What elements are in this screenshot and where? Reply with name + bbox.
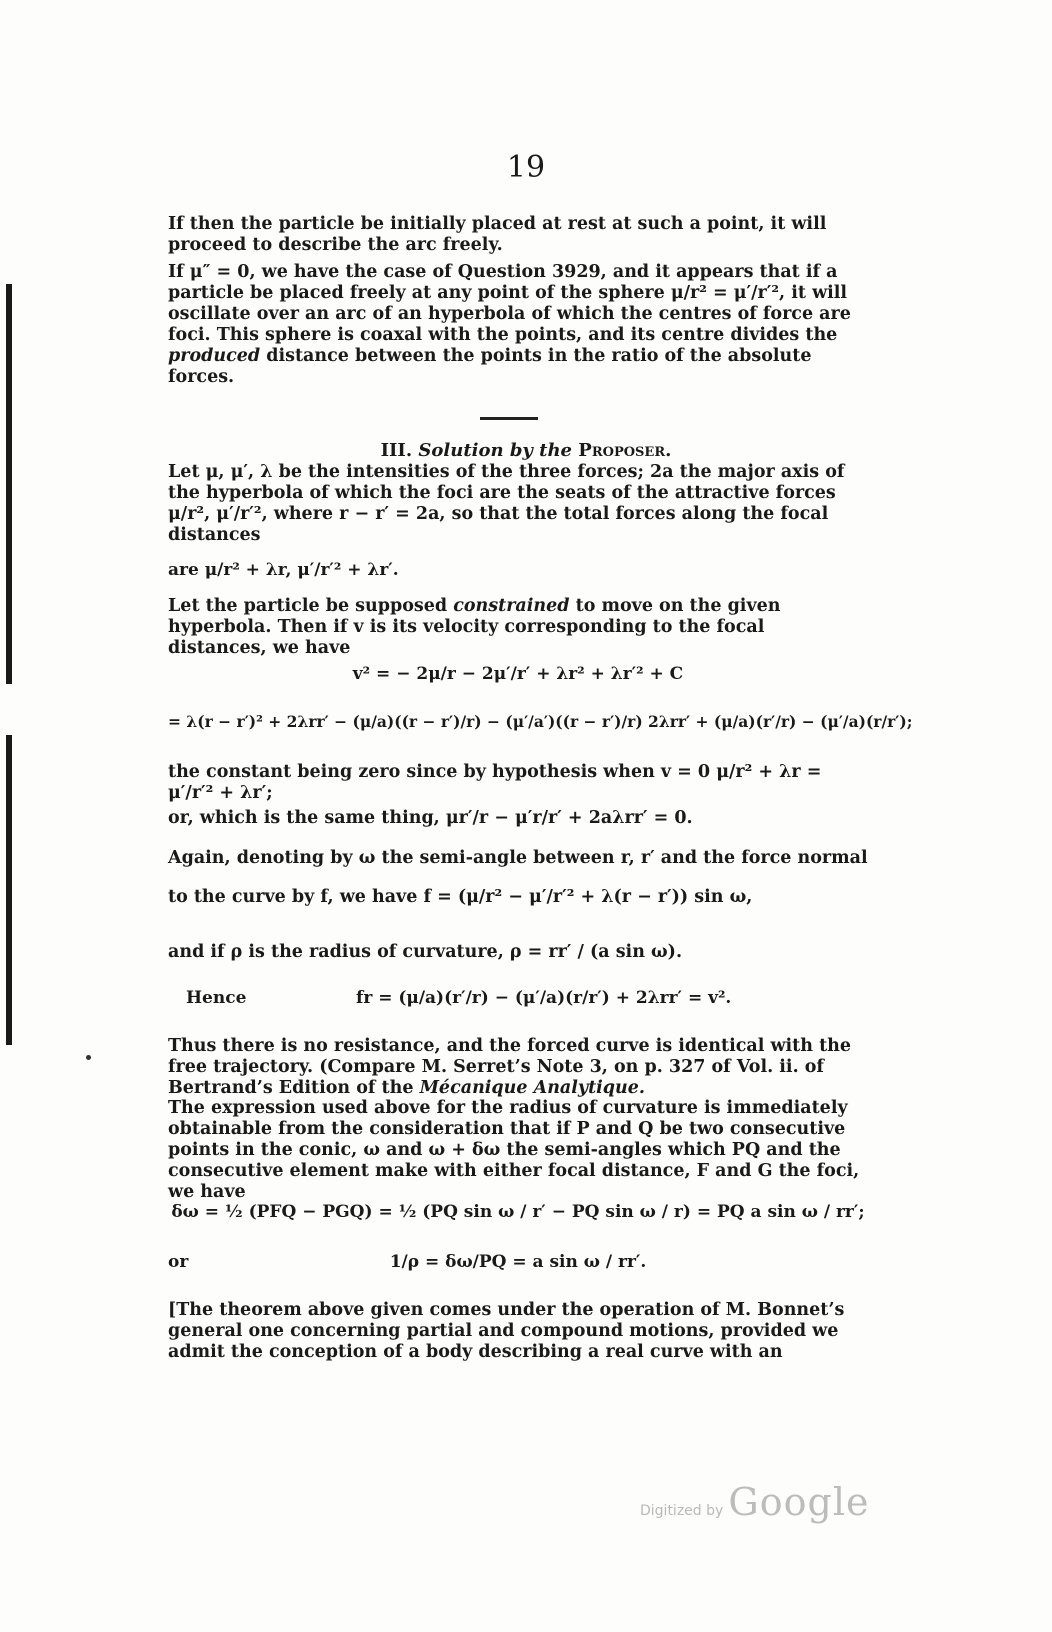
heading-italic: Solution by the [418, 440, 572, 461]
semi-angle-equation: δω = ½ (PFQ − PGQ) = ½ (PQ sin ω / r′ − PQ sin ω / r) = PQ a sin ω / rr′; [171, 1202, 865, 1222]
paragraph-8: and if ρ is the radius of curvature, ρ = rr′ / (a sin ω). [168, 942, 683, 962]
hence-label: Hence [186, 988, 247, 1008]
scan-speck [86, 1055, 91, 1060]
paragraph-7-text-a: Again, denoting by ω the semi-angle between r, r′ and the force normal [168, 848, 868, 868]
page-number: 19 [506, 150, 546, 185]
total-forces-equation: are μ/r² + λr, μ′/r′² + λr′. [168, 560, 399, 580]
hence-equation: fr = (μ/a)(r′/r) − (μ′/a)(r/r′) + 2λrr′ = v². [356, 988, 732, 1008]
section-heading [0, 440, 1052, 461]
normal-force-equation: to the curve by f, we have f = (μ/r² − μ′/r′² + λ(r − r′)) sin ω, [168, 887, 753, 907]
heading-number: III. [380, 440, 413, 461]
paragraph-1: If then the particle be initially placed at rest at such a point, it will proceed to describe the arc freely. [168, 214, 827, 255]
scan-margin-mark [6, 284, 12, 684]
digitized-watermark [640, 1480, 869, 1524]
paragraph-5: the constant being zero since by hypothesis when v = 0 μ/r² + λr = μ′/r′² + λr′; [168, 762, 822, 803]
paragraph-7 [168, 848, 868, 908]
section-divider [480, 417, 538, 420]
paragraph-6: or, which is the same thing, μr′/r − μ′r/r′ + 2aλrr′ = 0. [168, 808, 693, 828]
paragraph-2 [168, 262, 868, 388]
sphere-equation: μ/r² = μ′/r′², [670, 283, 786, 303]
paragraph-9-text: Thus there is no resistance, and the forced curve is identical with the free trajectory. (Compare M. Serret’s Note 3, on p. 327 of Vol. ii. of Bertrand’s Edition of the [168, 1036, 852, 1098]
paragraph-11: [The theorem above given comes under the operation of M. Bonnet’s general one concerning partial and compound motions, provided we admit the conception of a body describing a real curve with an [168, 1300, 845, 1362]
digitized-by-text: Digitized by [640, 1503, 724, 1519]
velocity-equation-expanded: = λ(r − r′)² + 2λrr′ − (μ/a)((r − r′)/r) − (μ′/a′)((r − r′)/r) 2λrr′ + (μ/a)(r′/r) − (μ′/a)(r/r′); [168, 712, 913, 731]
heading-small-caps: Proposer. [578, 440, 672, 461]
paragraph-3: Let μ, μ′, λ be the intensities of the three forces; 2a the major axis of the hyperbola of which the foci are the seats of the attractive forces μ/r², μ′/r′², where r − r′ = 2a, so that the total forces along the focal distances [168, 462, 845, 545]
paragraph-4-text-b: to move on the given hyperbola. Then if v is its velocity corresponding to the focal distances, we have [168, 596, 781, 658]
or-label: or [168, 1252, 189, 1272]
paragraph-2-emphasis: produced [168, 346, 261, 366]
curvature-equation: 1/ρ = δω/PQ = a sin ω / rr′. [389, 1252, 647, 1272]
scan-margin-mark [6, 735, 12, 1045]
paragraph-10: The expression used above for the radius of curvature is immediately obtainable from the consideration that if P and Q be two consecutive points in the conic, ω and ω + δω the semi-angles which PQ and the consecutive element make with either focal distance, F and G the foci, we have [168, 1098, 860, 1202]
paragraph-4-emphasis: constrained [453, 596, 570, 616]
paragraph-2-text-b: it will oscillate over an arc of an hyperbola of which the centres of force are foci. This sphere is coaxal with the points, and its centre divides the [168, 283, 851, 345]
paragraph-9-emphasis: Mécanique Analytique. [419, 1078, 645, 1098]
paragraph-4 [168, 596, 868, 659]
paragraph-2-text-c: distance between the points in the ratio of the absolute forces. [168, 346, 812, 387]
paragraph-2-text-a: If μ″ = 0, we have the case of Question 3929, and it appears that if a particle be placed freely at any point of the sphere [168, 262, 838, 303]
paragraph-4-text-a: Let the particle be supposed [168, 596, 448, 616]
google-logo: Google [728, 1480, 870, 1524]
paragraph-9 [168, 1036, 868, 1099]
velocity-equation: v² = − 2μ/r − 2μ′/r′ + λr² + λr′² + C [352, 664, 684, 684]
